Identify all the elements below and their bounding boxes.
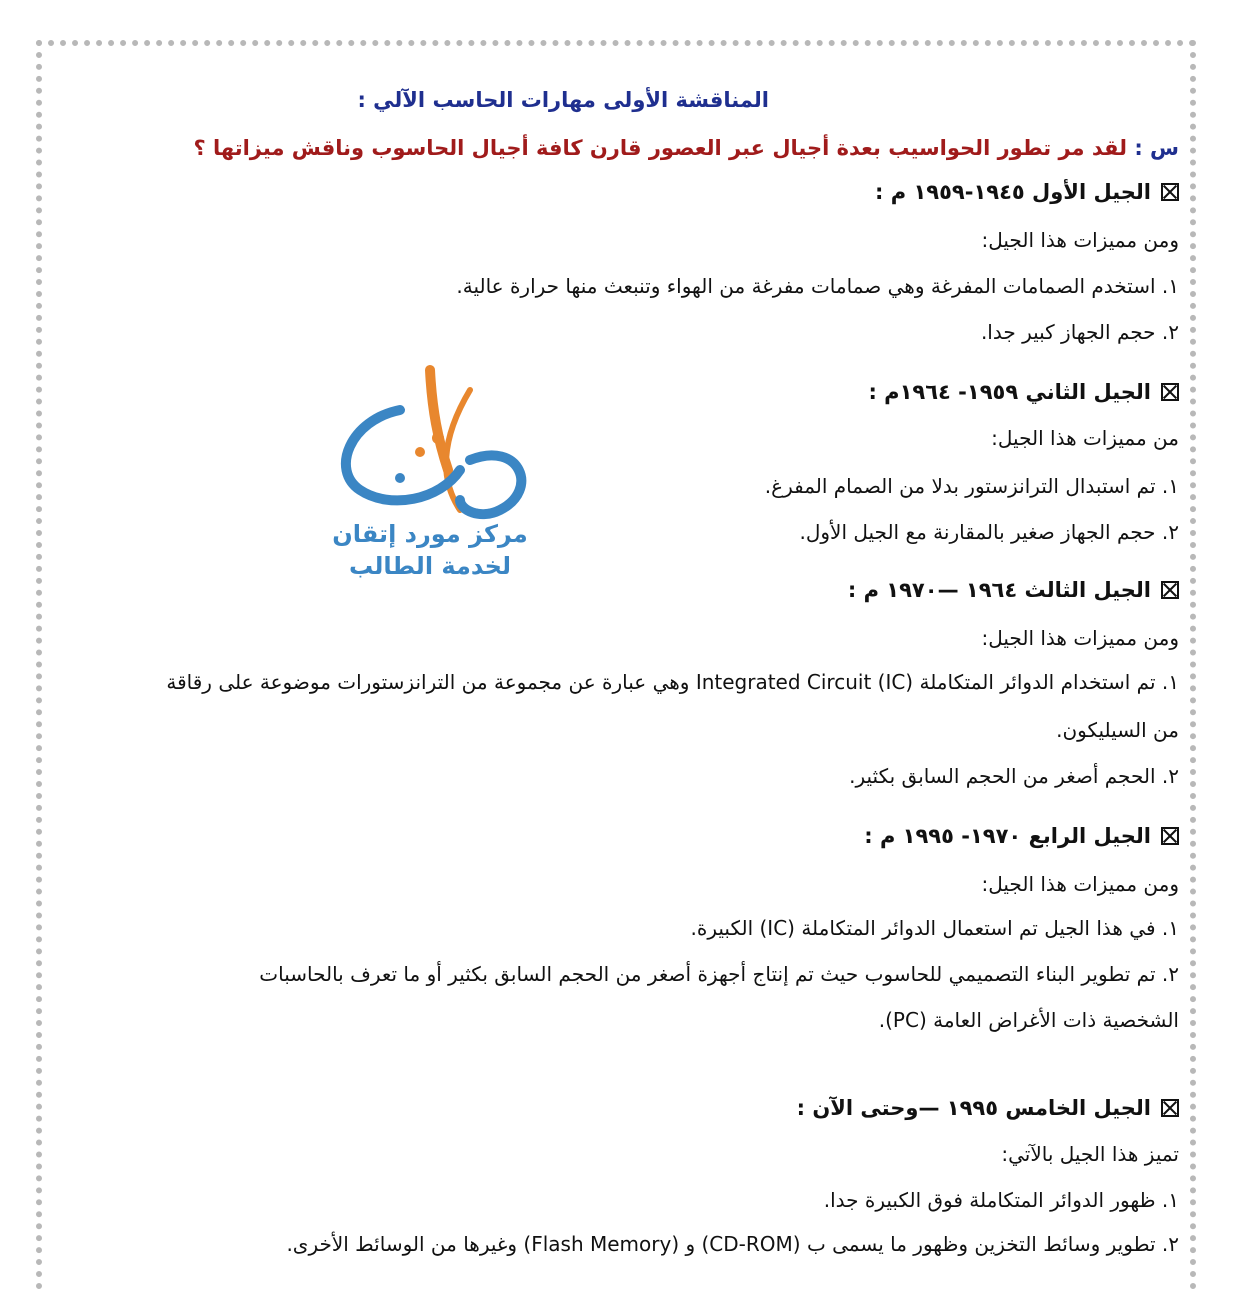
gen2-title-text: الجيل الثاني ١٩٥٩- ١٩٦٤م : [868, 380, 1151, 404]
gen4-intro: ومن مميزات هذا الجيل: [981, 872, 1179, 896]
gen5-title-text: الجيل الخامس ١٩٩٥ —وحتى الآن : [796, 1096, 1151, 1120]
gen1-title-text: الجيل الأول ١٩٤٥-١٩٥٩ م : [875, 180, 1151, 204]
gen3-item-1: ١. تم استخدام الدوائر المتكاملة Integrated Circuit (IC) وهي عبارة عن مجموعة من الترانزستورات موضوعة على رقاقة [166, 670, 1179, 694]
gen4-item-2: ٢. تم تطوير البناء التصميمي للحاسوب حيث تم إنتاج أجهزة أصغر من الحجم السابق بكثير أو ما تعرف بالحاسبات [259, 962, 1179, 986]
gen1-intro: ومن مميزات هذا الجيل: [981, 228, 1179, 252]
gen1-item-1: ١. استخدم الصمامات المفرغة وهي صمامات مفرغة من الهواء وتنبعث منها حرارة عالية. [456, 274, 1179, 298]
gen5-intro: تميز هذا الجيل بالآتي: [1001, 1142, 1179, 1166]
gen3-title-text: الجيل الثالث ١٩٦٤ —١٩٧٠ م : [847, 578, 1151, 602]
question-label: س : [1134, 136, 1179, 160]
gen2-title [868, 378, 1179, 406]
gen3-item-1-cont: من السيليكون. [1056, 718, 1179, 742]
gen2-item-2: ٢. حجم الجهاز صغير بالمقارنة مع الجيل الأول. [799, 520, 1179, 544]
question [193, 134, 1179, 162]
logo-line-1: مركز مورد إتقان [332, 520, 528, 548]
checked-box-icon [1161, 581, 1179, 599]
gen4-item-1: ١. في هذا الجيل تم استعمال الدوائر المتكاملة (IC) الكبيرة. [690, 916, 1179, 940]
gen3-intro: ومن مميزات هذا الجيل: [981, 626, 1179, 650]
logo-line-2: لخدمة الطالب [349, 552, 511, 580]
gen5-item-2: ٢. تطوير وسائط التخزين وظهور ما يسمى ب (CD-ROM) و (Flash Memory) وغيرها من الوسائط الأخرى. [286, 1232, 1179, 1256]
gen2-item-1: ١. تم استبدال الترانزستور بدلا من الصمام المفرغ. [764, 474, 1179, 498]
checked-box-icon [1161, 1099, 1179, 1117]
gen3-item-2: ٢. الحجم أصغر من الحجم السابق بكثير. [849, 764, 1179, 788]
gen4-item-2-cont: الشخصية ذات الأغراض العامة (PC). [878, 1008, 1179, 1032]
gen4-title [864, 822, 1179, 850]
checked-box-icon [1161, 827, 1179, 845]
checked-box-icon [1161, 383, 1179, 401]
gen5-item-1: ١. ظهور الدوائر المتكاملة فوق الكبيرة جدا. [823, 1188, 1179, 1212]
gen2-intro: من مميزات هذا الجيل: [991, 426, 1179, 450]
gen1-item-2: ٢. حجم الجهاز كبير جدا. [980, 320, 1179, 344]
checked-box-icon [1161, 183, 1179, 201]
question-text: لقد مر تطور الحواسيب بعدة أجيال عبر العصور قارن كافة أجيال الحاسوب وناقش ميزاتها ؟ [193, 136, 1127, 160]
gen3-title [848, 576, 1179, 604]
gen1-title [875, 178, 1179, 206]
gen4-title-text: الجيل الرابع ١٩٧٠- ١٩٩٥ م : [864, 824, 1151, 848]
logo-text [300, 518, 560, 582]
page-heading: المناقشة الأولى مهارات الحاسب الآلي : [357, 88, 769, 112]
gen5-title [797, 1094, 1179, 1122]
